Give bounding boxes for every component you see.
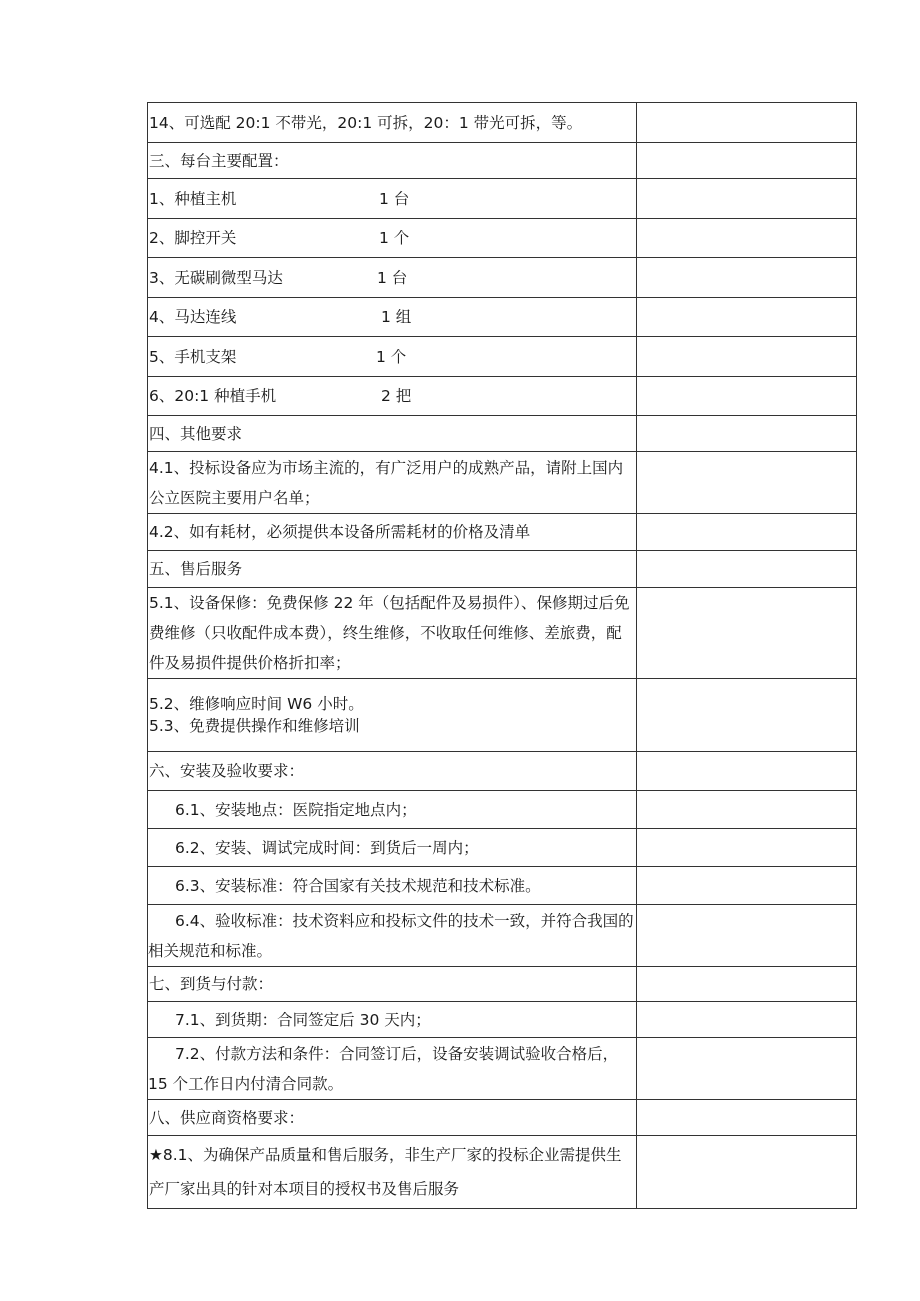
section-heading: 四、其他要求 xyxy=(149,424,243,443)
row-text: 4.1、投标设备应为市场主流的，有广泛用户的成熟产品，请附上国内公立医院主要用户名单； xyxy=(149,458,624,507)
row-text: 6.4、验收标准：技术资料应和投标文件的技术一致，并符合我国的相关规范和标准。 xyxy=(148,911,634,960)
table-row xyxy=(148,588,857,679)
table-row xyxy=(148,679,857,752)
table-row xyxy=(148,1100,857,1136)
row-text: 5.1、设备保修：免费保修 22 年（包括配件及易损件）、保修期过后免费维修（只收配件成本费），终生维修，不收取任何维修、差旅费，配件及易损件提供价格折扣率； xyxy=(149,594,630,672)
table-row xyxy=(148,551,857,588)
table-row xyxy=(148,1136,857,1209)
table-row xyxy=(148,103,857,143)
row-text: 14、可选配 20:1 不带光，20:1 可拆，20：1 带光可拆，等。 xyxy=(149,113,583,132)
table-row xyxy=(148,829,857,867)
section-heading: 五、售后服务 xyxy=(149,560,243,578)
table-row xyxy=(148,867,857,905)
table-row xyxy=(148,967,857,1002)
row-text: ★8.1、为确保产品质量和售后服务，非生产厂家的投标企业需提供生产厂家出具的针对本项目的授权书及售后服务 xyxy=(149,1146,622,1198)
row-text: 7.1、到货期：合同签定后 30 天内； xyxy=(175,1010,431,1029)
section-heading: 三、每台主要配置： xyxy=(149,151,289,170)
table-row xyxy=(148,219,857,258)
row-text: 6.3、安装标准：符合国家有关技术规范和技术标准。 xyxy=(175,876,541,895)
table-row xyxy=(148,258,857,298)
table-row xyxy=(148,791,857,829)
row-text-secondary: 5.3、免费提供操作和维修培训 xyxy=(149,717,360,735)
item-name: 1、种植主机 xyxy=(149,189,237,208)
item-qty: 1 个 xyxy=(379,229,410,247)
row-text: 6.1、安装地点：医院指定地点内； xyxy=(175,800,417,819)
table-row xyxy=(148,298,857,337)
requirements-table xyxy=(147,102,857,1209)
table-row xyxy=(148,377,857,416)
table-row xyxy=(148,1038,857,1100)
table-row xyxy=(148,1002,857,1038)
row-text: 6.2、安装、调试完成时间：到货后一周内； xyxy=(175,838,479,857)
section-heading: 七、到货与付款： xyxy=(149,975,274,993)
section-heading: 六、安装及验收要求： xyxy=(149,762,305,780)
table-row xyxy=(148,452,857,514)
item-qty: 1 组 xyxy=(381,308,412,326)
item-qty: 1 台 xyxy=(377,268,408,287)
table-row xyxy=(148,337,857,377)
row-text: 4.2、如有耗材，必须提供本设备所需耗材的价格及清单 xyxy=(149,523,531,541)
section-heading: 八、供应商资格要求： xyxy=(149,1108,305,1127)
table-row xyxy=(148,179,857,219)
item-name: 5、手机支架 xyxy=(149,347,237,366)
row-text: 5.2、维修响应时间 W6 小时。 xyxy=(149,695,364,713)
item-qty: 1 个 xyxy=(376,347,407,366)
table-row xyxy=(148,905,857,967)
row-remark-cell xyxy=(637,103,857,143)
table-row xyxy=(148,416,857,452)
table-row xyxy=(148,752,857,791)
table-row xyxy=(148,514,857,551)
row-text-cell xyxy=(148,103,637,143)
row-text: 7.2、付款方法和条件：合同签订后，设备安装调试验收合格后，15 个工作日内付清合同款。 xyxy=(148,1044,619,1093)
item-name: 3、无碳刷微型马达 xyxy=(149,268,283,287)
item-name: 2、脚控开关 xyxy=(149,229,237,247)
table-row xyxy=(148,143,857,179)
item-name: 6、20:1 种植手机 xyxy=(149,387,277,405)
item-qty: 2 把 xyxy=(381,387,412,405)
item-qty: 1 台 xyxy=(379,189,410,208)
item-name: 4、马达连线 xyxy=(149,308,237,326)
